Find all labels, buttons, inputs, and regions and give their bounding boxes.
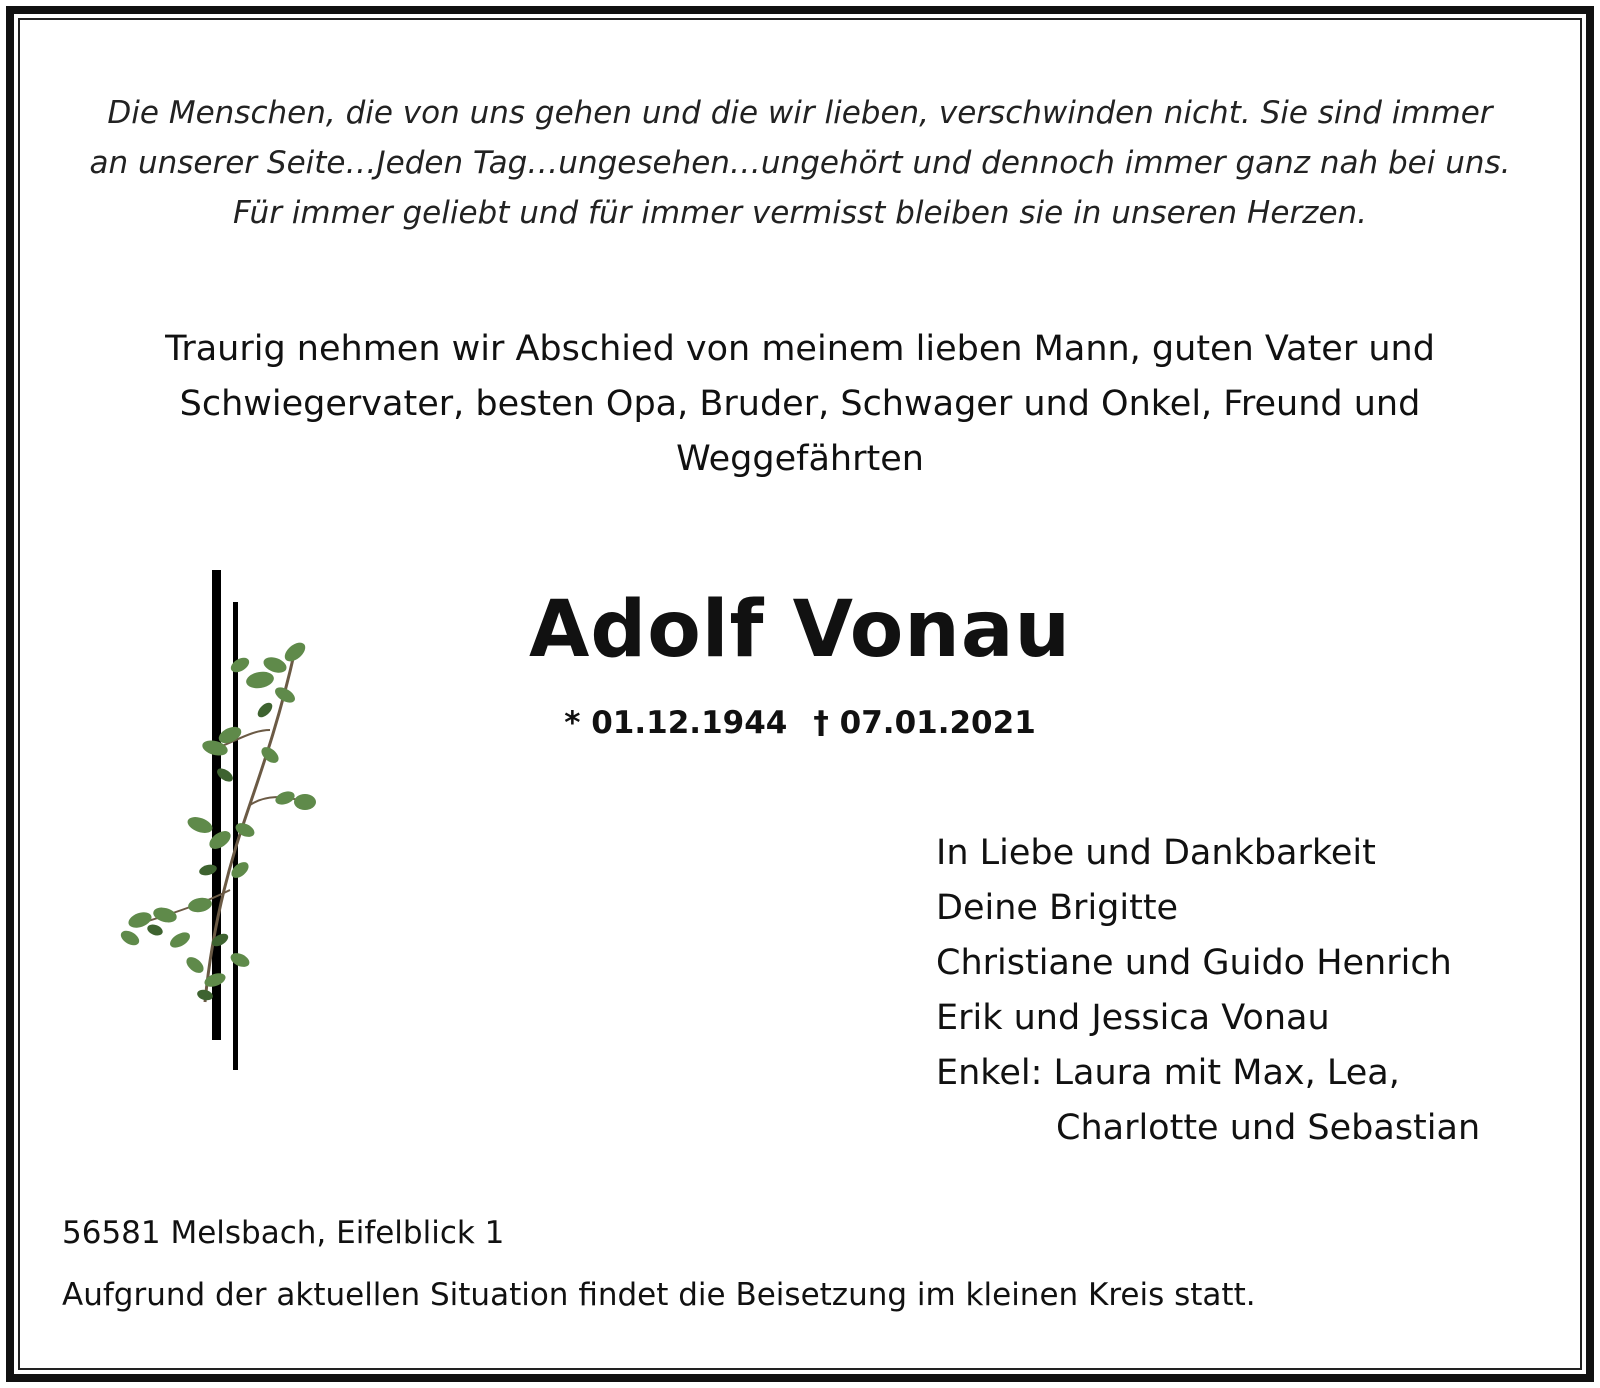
- family-line: Erik und Jessica Vonau: [936, 998, 1330, 1038]
- farewell-intro: [60, 322, 1540, 487]
- family-line: Enkel: Laura mit Max, Lea,: [936, 1053, 1400, 1093]
- family-line: Christiane und Guido Henrich: [936, 943, 1452, 983]
- intro-line: Weggefährten: [676, 439, 924, 479]
- intro-line: Schwiegervater, besten Opa, Bruder, Schwager und Onkel, Freund und: [179, 384, 1421, 424]
- deceased-name: Adolf Vonau: [529, 585, 1071, 675]
- memorial-quote: [40, 88, 1560, 238]
- family-line: Deine Brigitte: [936, 888, 1179, 928]
- burial-notice: Aufgrund der aktuellen Situation findet die Beisetzung im kleinen Kreis statt.: [62, 1277, 1256, 1313]
- family-signature: [936, 826, 1576, 1156]
- quote-line: an unserer Seite…Jeden Tag…ungesehen…ungehört und dennoch immer ganz nah bei uns.: [89, 145, 1511, 181]
- vertical-bar-right: [233, 602, 238, 1070]
- family-address: 56581 Melsbach, Eifelblick 1: [62, 1215, 505, 1251]
- death-date: † 07.01.2021: [813, 705, 1036, 741]
- vertical-bar-left: [212, 570, 221, 1040]
- family-line: In Liebe und Dankbarkeit: [936, 833, 1376, 873]
- quote-line: Die Menschen, die von uns gehen und die wir lieben, verschwinden nicht. Sie sind immer: [107, 95, 1493, 131]
- intro-line: Traurig nehmen wir Abschied von meinem lieben Mann, guten Vater und: [165, 329, 1435, 369]
- family-line: Charlotte und Sebastian: [1056, 1108, 1481, 1148]
- quote-line: Für immer geliebt und für immer vermisst bleiben sie in unseren Herzen.: [232, 195, 1368, 231]
- birth-date: * 01.12.1944: [564, 705, 788, 741]
- life-dates: [300, 700, 1300, 746]
